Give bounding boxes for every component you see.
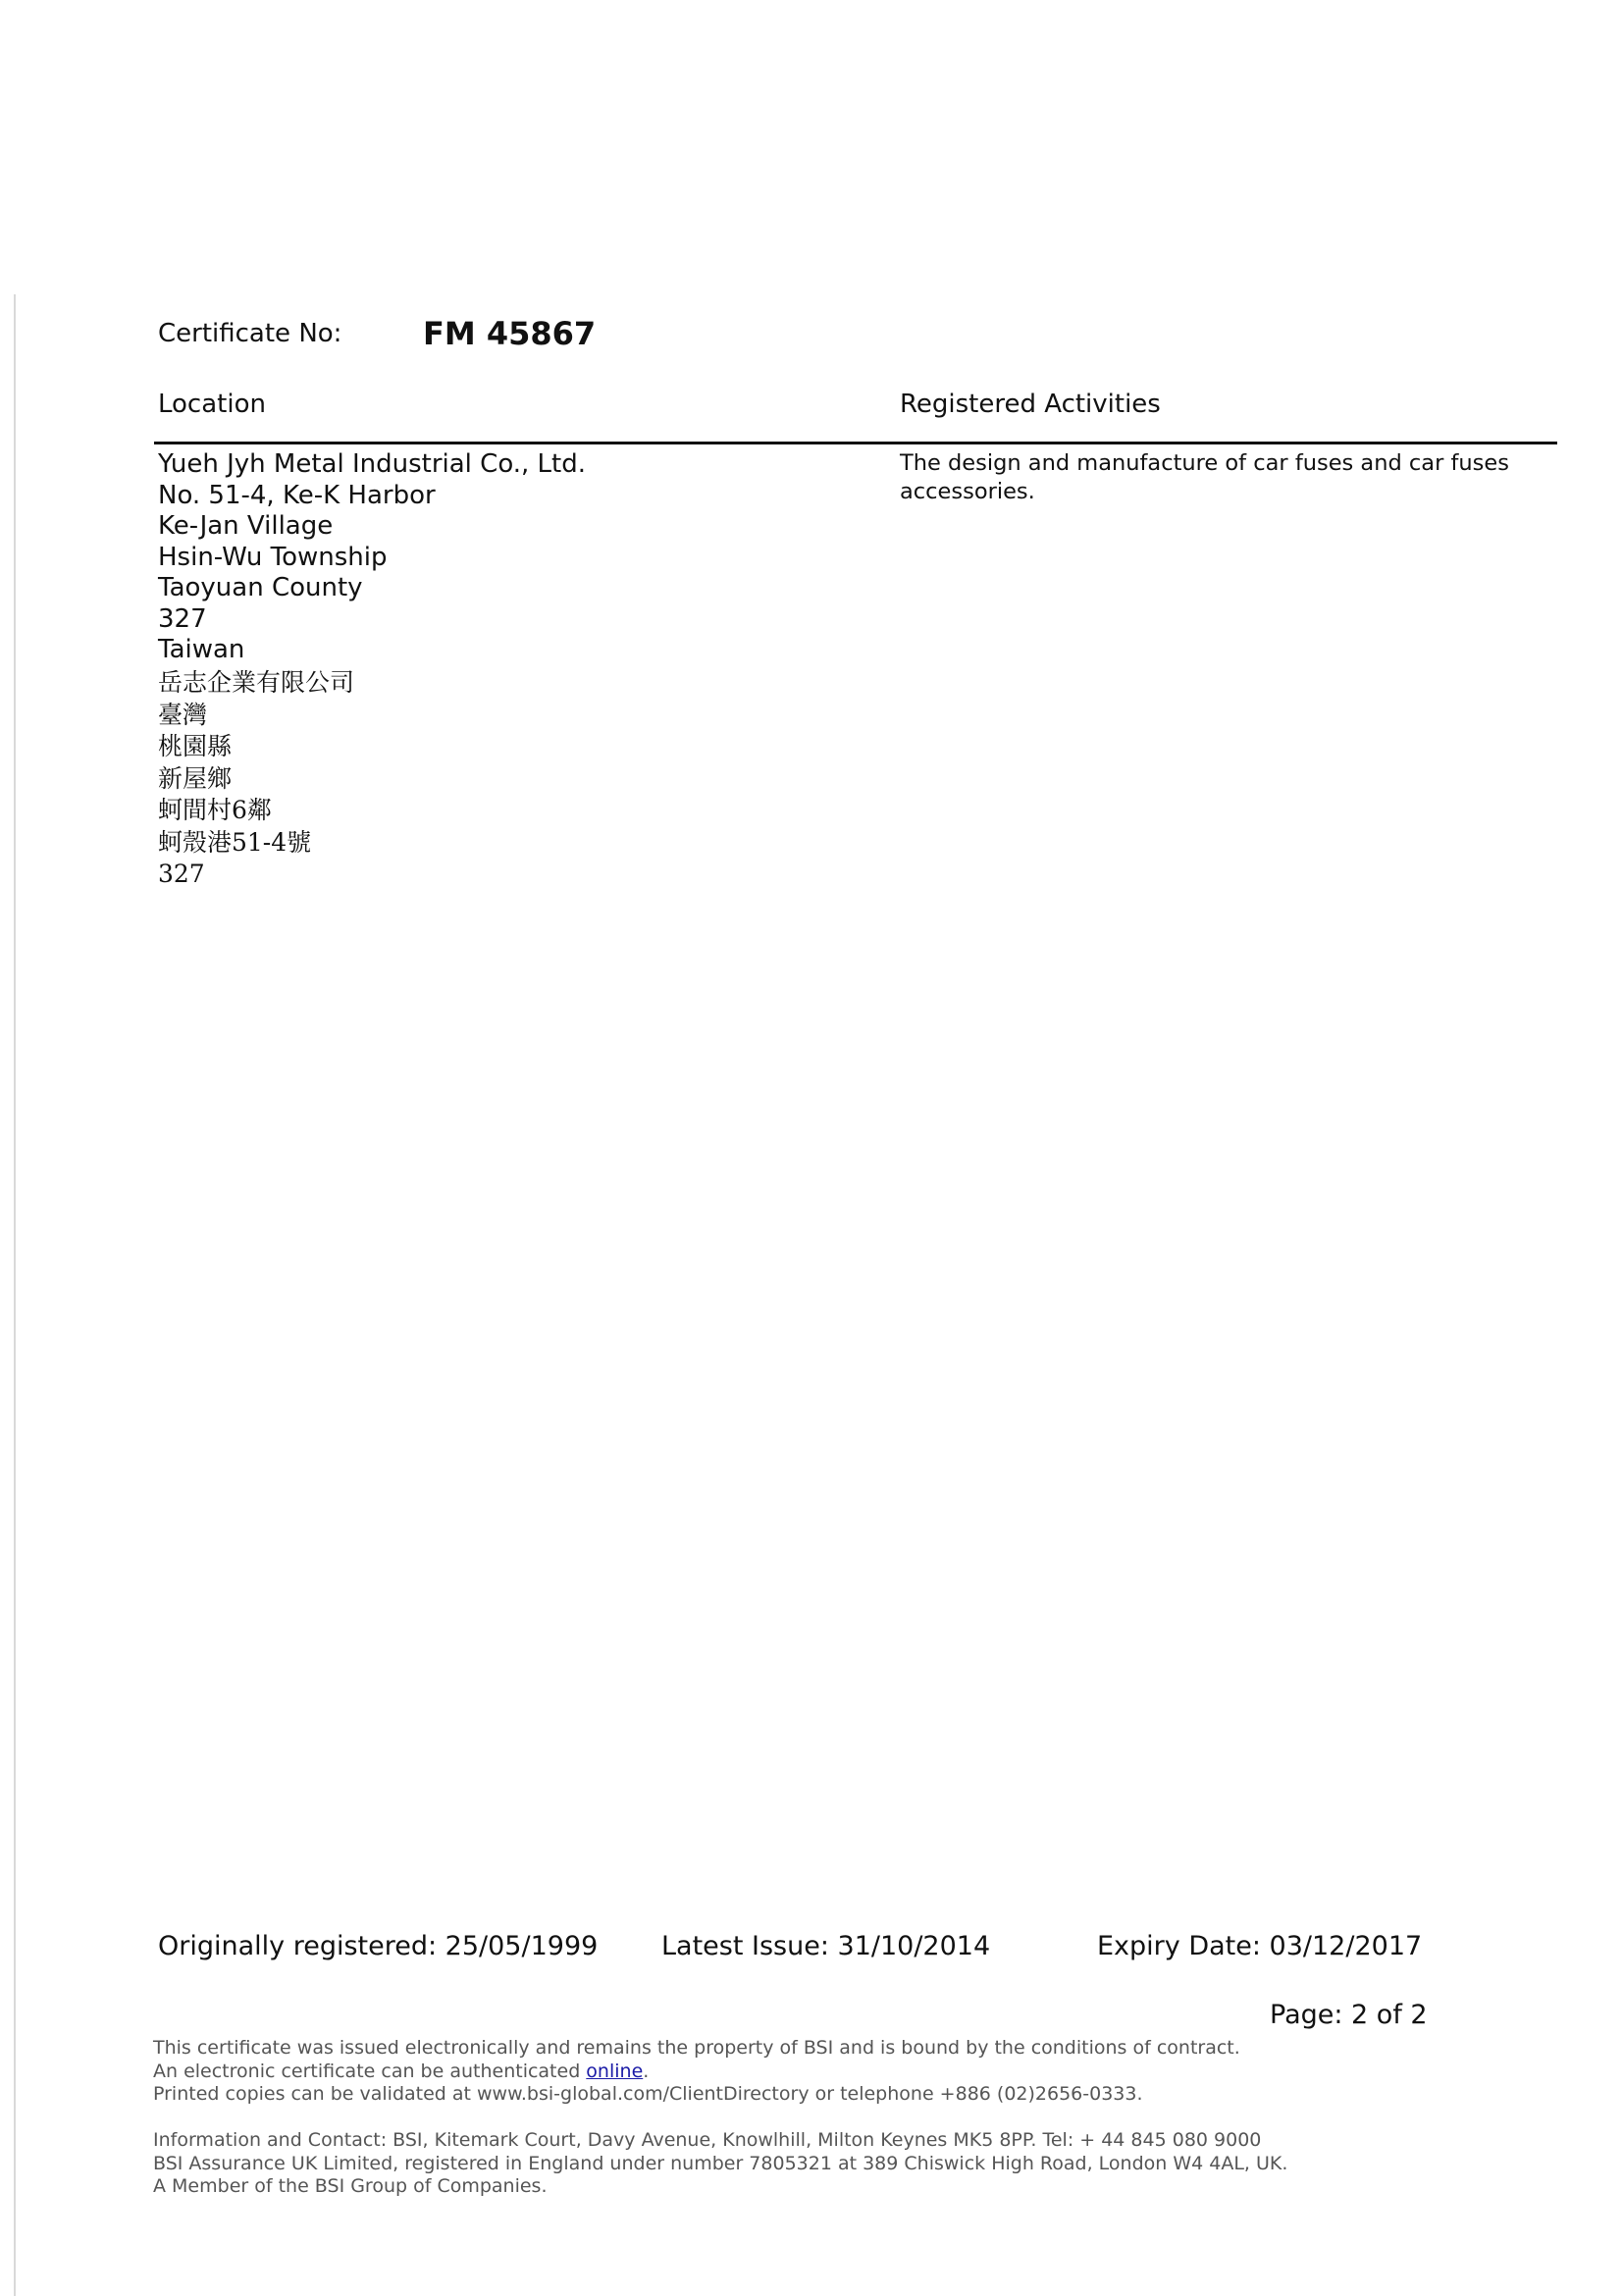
registered-activities-text: The design and manufacture of car fuses and car fuses accessories. [900, 450, 1509, 504]
expiry-date: Expiry Date: 03/12/2017 [1097, 1931, 1423, 1961]
address-street-chinese: 蚵殼港51-4號 [158, 827, 312, 857]
latest-issue-date: Latest Issue: 31/10/2014 [661, 1931, 991, 1961]
issue-notice-line-1: This certificate was issued electronically and remains the property of BSI and is bound by the conditions of contract. [153, 2037, 1240, 2059]
address-village: Ke-Jan Village [158, 511, 334, 541]
issue-notice-line-2-text: An electronic certificate can be authenticated [153, 2060, 587, 2082]
contact-line-2: BSI Assurance UK Limited, registered in England under number 7805321 at 389 Chiswick High Road, London W4 4AL, UK. [153, 2152, 1288, 2174]
location-heading: Location [158, 390, 266, 419]
certificate-number-row [158, 312, 596, 355]
address-country-chinese: 臺灣 [158, 700, 208, 729]
certificate-number-label: Certificate No: [158, 319, 342, 348]
address-county-chinese: 桃園縣 [158, 732, 233, 760]
address-street: No. 51-4, Ke-K Harbor [158, 480, 436, 510]
contact-line-1: Information and Contact: BSI, Kitemark Court, Davy Avenue, Knowlhill, Milton Keynes MK5 8PP. Tel: + 44 845 080 9000 [153, 2129, 1262, 2151]
originally-registered-date: Originally registered: 25/05/1999 [158, 1931, 599, 1961]
online-authentication-link[interactable]: online [586, 2060, 644, 2082]
location-address-chinese [158, 667, 884, 891]
address-county: Taoyuan County [158, 573, 363, 602]
certificate-number: FM 45867 [423, 315, 597, 352]
address-postcode-chinese: 327 [158, 860, 205, 888]
location-address-english [158, 449, 884, 666]
address-township: Hsin-Wu Township [158, 542, 388, 572]
company-name-chinese: 岳志企業有限公司 [158, 668, 355, 697]
address-country: Taiwan [158, 635, 245, 664]
company-name: Yueh Jyh Metal Industrial Co., Ltd. [158, 449, 587, 479]
issue-notice-line-2 [153, 2061, 1429, 2084]
page-number: Page: 2 of 2 [1270, 2000, 1428, 2030]
issue-notice-line-2-end: . [643, 2060, 650, 2082]
address-township-chinese: 新屋鄉 [158, 763, 233, 793]
header-divider [154, 442, 1557, 444]
registered-activities-heading: Registered Activities [900, 390, 1161, 419]
contact-information [153, 2129, 1429, 2199]
contact-line-3: A Member of the BSI Group of Companies. [153, 2175, 548, 2197]
address-village-chinese: 蚵間村6鄰 [158, 796, 272, 824]
issue-notice-line-3: Printed copies can be validated at www.bsi-global.com/ClientDirectory or telephone +886 (02)2656-0333. [153, 2083, 1143, 2105]
page-edge-line [14, 294, 16, 2296]
address-postcode: 327 [158, 603, 207, 634]
certificate-dates [0, 1931, 1622, 1970]
issue-notice [153, 2037, 1429, 2107]
